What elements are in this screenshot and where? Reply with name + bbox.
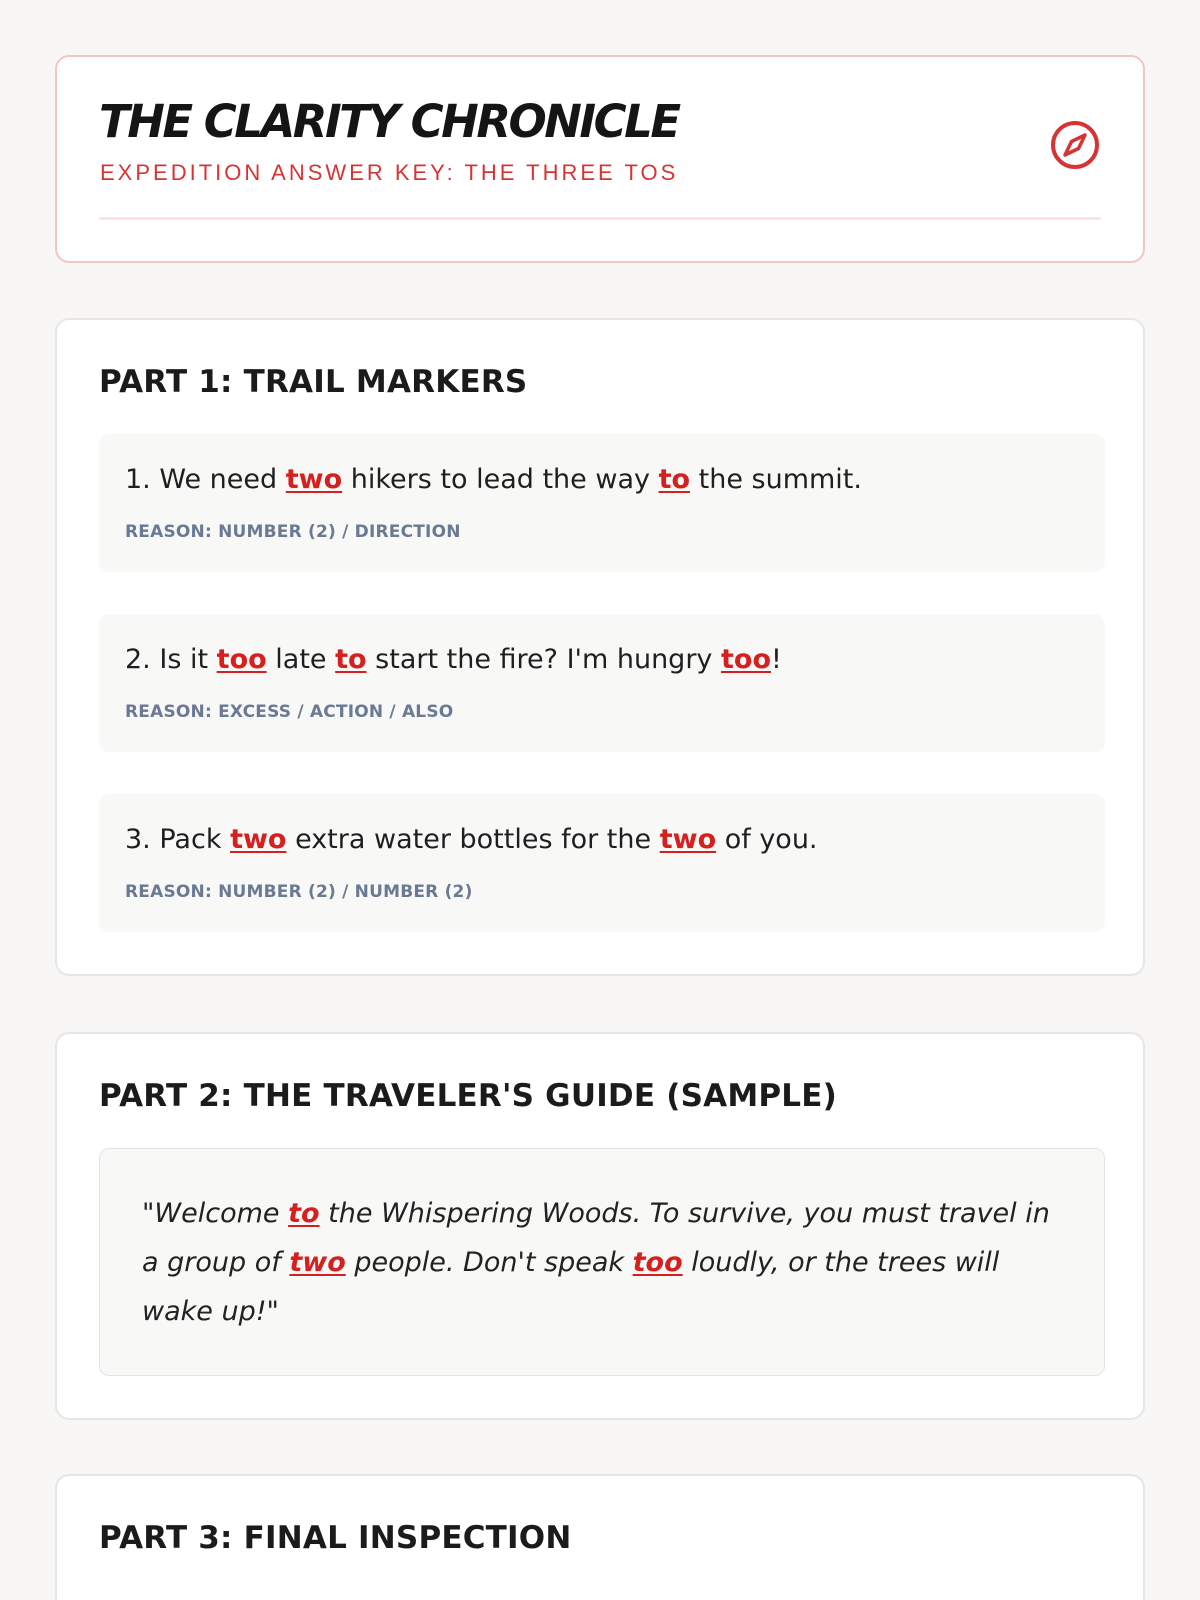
answer-word: to	[288, 1198, 320, 1229]
question-reason: REASON: NUMBER (2) / NUMBER (2)	[125, 882, 473, 902]
quote-text: loudly, or the trees will wake up!"	[142, 1247, 1000, 1327]
answer-word: two	[285, 464, 343, 495]
sentence-text: extra water bottles for the	[295, 824, 652, 855]
question-sentence	[125, 824, 818, 855]
header-card	[55, 55, 1145, 263]
question-number: 1.	[125, 464, 151, 495]
question-number: 2.	[125, 644, 151, 675]
answer-word: two	[289, 1247, 346, 1278]
sentence-text: of you.	[724, 824, 818, 855]
question-item-3	[99, 794, 1105, 932]
sentence-text: !	[771, 644, 782, 675]
question-number: 3.	[125, 824, 151, 855]
question-item-2	[99, 614, 1105, 752]
answer-word: two	[659, 824, 717, 855]
question-reason: REASON: EXCESS / ACTION / ALSO	[125, 702, 454, 722]
answer-word: to	[335, 644, 367, 675]
quote-text: the Whispering Woods. To survive, you must travel in a group of	[142, 1198, 1050, 1278]
page-subtitle: EXPEDITION ANSWER KEY: THE THREE TOS	[100, 160, 679, 185]
question-item-1	[99, 434, 1105, 572]
sentence-text: We need	[159, 464, 278, 495]
answer-word: too	[721, 644, 772, 675]
sentence-text: late	[275, 644, 327, 675]
quote-text: people. Don't speak	[354, 1247, 625, 1278]
sample-quote-box	[99, 1148, 1105, 1376]
question-sentence	[125, 464, 862, 495]
sentence-text: hikers to lead the way	[350, 464, 650, 495]
sentence-text: Is it	[159, 644, 209, 675]
sentence-text: the summit.	[698, 464, 862, 495]
part1-section	[55, 318, 1145, 976]
part2-section	[55, 1032, 1145, 1420]
header-divider	[99, 217, 1101, 220]
answer-word: two	[230, 824, 287, 855]
question-reason: REASON: NUMBER (2) / DIRECTION	[125, 522, 461, 542]
part2-title: PART 2: THE TRAVELER'S GUIDE (SAMPLE)	[99, 1078, 837, 1114]
part1-title: PART 1: TRAIL MARKERS	[99, 364, 528, 400]
quote-text: "Welcome	[142, 1198, 280, 1229]
part3-title: PART 3: FINAL INSPECTION	[99, 1520, 572, 1556]
answer-word: to	[658, 464, 691, 495]
sample-quote	[142, 1189, 1072, 1336]
question-sentence	[125, 644, 782, 675]
page-title: THE CLARITY CHRONICLE	[99, 95, 679, 148]
answer-word: too	[632, 1247, 683, 1278]
answer-word: too	[216, 644, 267, 675]
compass-icon	[1049, 119, 1101, 171]
sentence-text: start the fire? I'm hungry	[375, 644, 713, 675]
sentence-text: Pack	[159, 824, 222, 855]
part3-section	[55, 1474, 1145, 1600]
